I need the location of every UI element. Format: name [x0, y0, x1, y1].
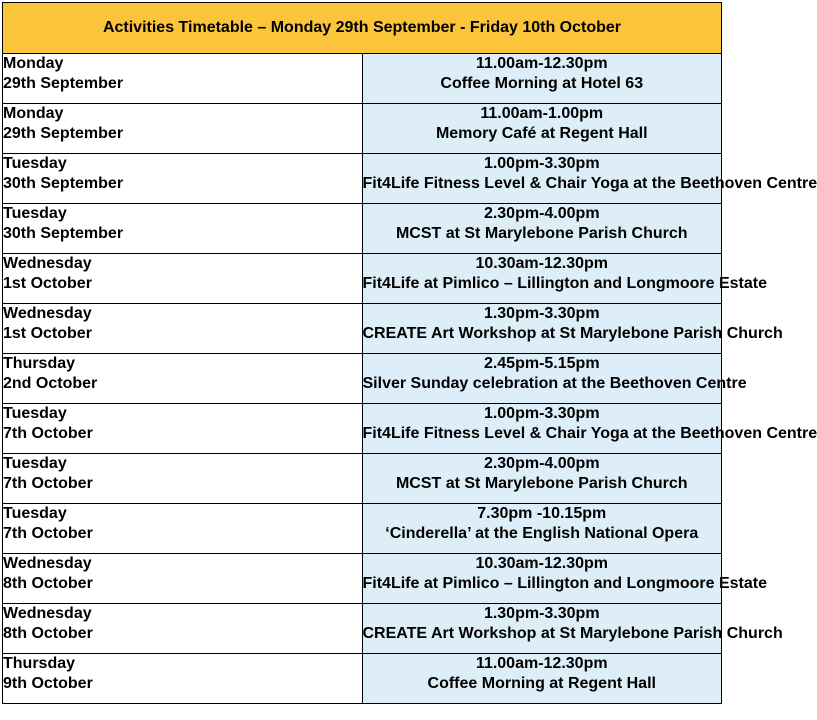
date-label: 29th September — [3, 75, 124, 92]
timetable-header-row — [3, 3, 722, 54]
table-row — [3, 504, 722, 554]
activity-cell — [362, 354, 747, 404]
day-cell — [3, 204, 363, 254]
table-row — [3, 454, 722, 504]
activity-label: Fit4Life at Pimlico – Lillington and Longmoore Estate — [362, 575, 767, 592]
timetable-title: Activities Timetable – Monday 29th September - Friday 10th October — [3, 3, 722, 54]
date-label: 9th October — [3, 675, 93, 692]
date-label: 7th October — [3, 525, 93, 542]
day-cell — [3, 604, 363, 654]
activity-label: CREATE Art Workshop at St Marylebone Parish Church — [362, 325, 783, 342]
activity-cell — [362, 504, 722, 554]
time-label: 1.30pm-3.30pm — [483, 605, 600, 622]
time-label: 11.00am-1.00pm — [480, 105, 604, 122]
day-cell — [3, 104, 363, 154]
activity-label: Fit4Life at Pimlico – Lillington and Longmoore Estate — [362, 275, 767, 292]
date-label: 30th September — [3, 225, 124, 242]
activity-label: Coffee Morning at Hotel 63 — [440, 75, 644, 92]
table-row — [3, 104, 722, 154]
table-row — [3, 54, 722, 104]
activity-cell — [362, 304, 783, 354]
table-row — [3, 604, 722, 654]
weekday-label: Tuesday — [3, 505, 67, 522]
day-cell — [3, 654, 363, 704]
weekday-label: Tuesday — [3, 155, 67, 172]
activity-cell — [362, 54, 722, 104]
activity-label: Silver Sunday celebration at the Beethoven Centre — [362, 375, 747, 392]
day-cell — [3, 504, 363, 554]
weekday-label: Monday — [3, 55, 64, 72]
weekday-label: Thursday — [3, 655, 76, 672]
time-label: 1.00pm-3.30pm — [483, 405, 600, 422]
day-cell — [3, 154, 363, 204]
weekday-label: Wednesday — [3, 305, 92, 322]
time-label: 11.00am-12.30pm — [475, 655, 608, 672]
date-label: 1st October — [3, 275, 92, 292]
activity-label: Memory Café at Regent Hall — [435, 125, 648, 142]
weekday-label: Wednesday — [3, 555, 92, 572]
activity-label: ‘Cinderella’ at the English National Opera — [385, 525, 699, 542]
date-label: 8th October — [3, 575, 93, 592]
weekday-label: Monday — [3, 105, 64, 122]
timetable — [2, 2, 817, 704]
activity-label: Coffee Morning at Regent Hall — [427, 675, 656, 692]
activity-cell — [362, 104, 722, 154]
activity-cell — [362, 604, 783, 654]
activity-cell — [362, 204, 722, 254]
time-label: 10.30am-12.30pm — [475, 555, 609, 572]
date-label: 29th September — [3, 125, 124, 142]
time-label: 1.00pm-3.30pm — [483, 155, 600, 172]
date-label: 7th October — [3, 425, 93, 442]
table-row — [3, 354, 722, 404]
activity-label: Fit4Life Fitness Level & Chair Yoga at the Beethoven Centre — [362, 425, 817, 442]
activity-cell — [362, 404, 817, 454]
date-label: 1st October — [3, 325, 92, 342]
day-cell — [3, 354, 363, 404]
time-label: 11.00am-12.30pm — [475, 55, 608, 72]
day-cell — [3, 304, 363, 354]
activity-cell — [362, 454, 722, 504]
time-label: 10.30am-12.30pm — [475, 255, 609, 272]
date-label: 8th October — [3, 625, 93, 642]
activity-cell — [362, 154, 817, 204]
weekday-label: Wednesday — [3, 255, 92, 272]
table-row — [3, 254, 722, 304]
activity-label: Fit4Life Fitness Level & Chair Yoga at the Beethoven Centre — [362, 175, 817, 192]
table-row — [3, 204, 722, 254]
day-cell — [3, 454, 363, 504]
time-label: 2.30pm-4.00pm — [483, 455, 600, 472]
activity-label: MCST at St Marylebone Parish Church — [395, 225, 688, 242]
table-row — [3, 554, 722, 604]
table-row — [3, 154, 722, 204]
table-row — [3, 404, 722, 454]
table-row — [3, 654, 722, 704]
time-label: 2.45pm-5.15pm — [483, 355, 600, 372]
activity-cell — [362, 254, 767, 304]
weekday-label: Wednesday — [3, 605, 92, 622]
date-label: 7th October — [3, 475, 93, 492]
time-label: 2.30pm-4.00pm — [483, 205, 600, 222]
weekday-label: Thursday — [3, 355, 76, 372]
weekday-label: Tuesday — [3, 205, 67, 222]
table-row — [3, 304, 722, 354]
weekday-label: Tuesday — [3, 455, 67, 472]
activity-cell — [362, 654, 722, 704]
date-label: 2nd October — [3, 375, 98, 392]
day-cell — [3, 254, 363, 304]
day-cell — [3, 554, 363, 604]
day-cell — [3, 404, 363, 454]
activity-cell — [362, 554, 767, 604]
activity-label: MCST at St Marylebone Parish Church — [395, 475, 688, 492]
date-label: 30th September — [3, 175, 124, 192]
time-label: 1.30pm-3.30pm — [483, 305, 600, 322]
weekday-label: Tuesday — [3, 405, 67, 422]
activity-label: CREATE Art Workshop at St Marylebone Parish Church — [362, 625, 783, 642]
time-label: 7.30pm -10.15pm — [477, 505, 607, 522]
day-cell — [3, 54, 363, 104]
